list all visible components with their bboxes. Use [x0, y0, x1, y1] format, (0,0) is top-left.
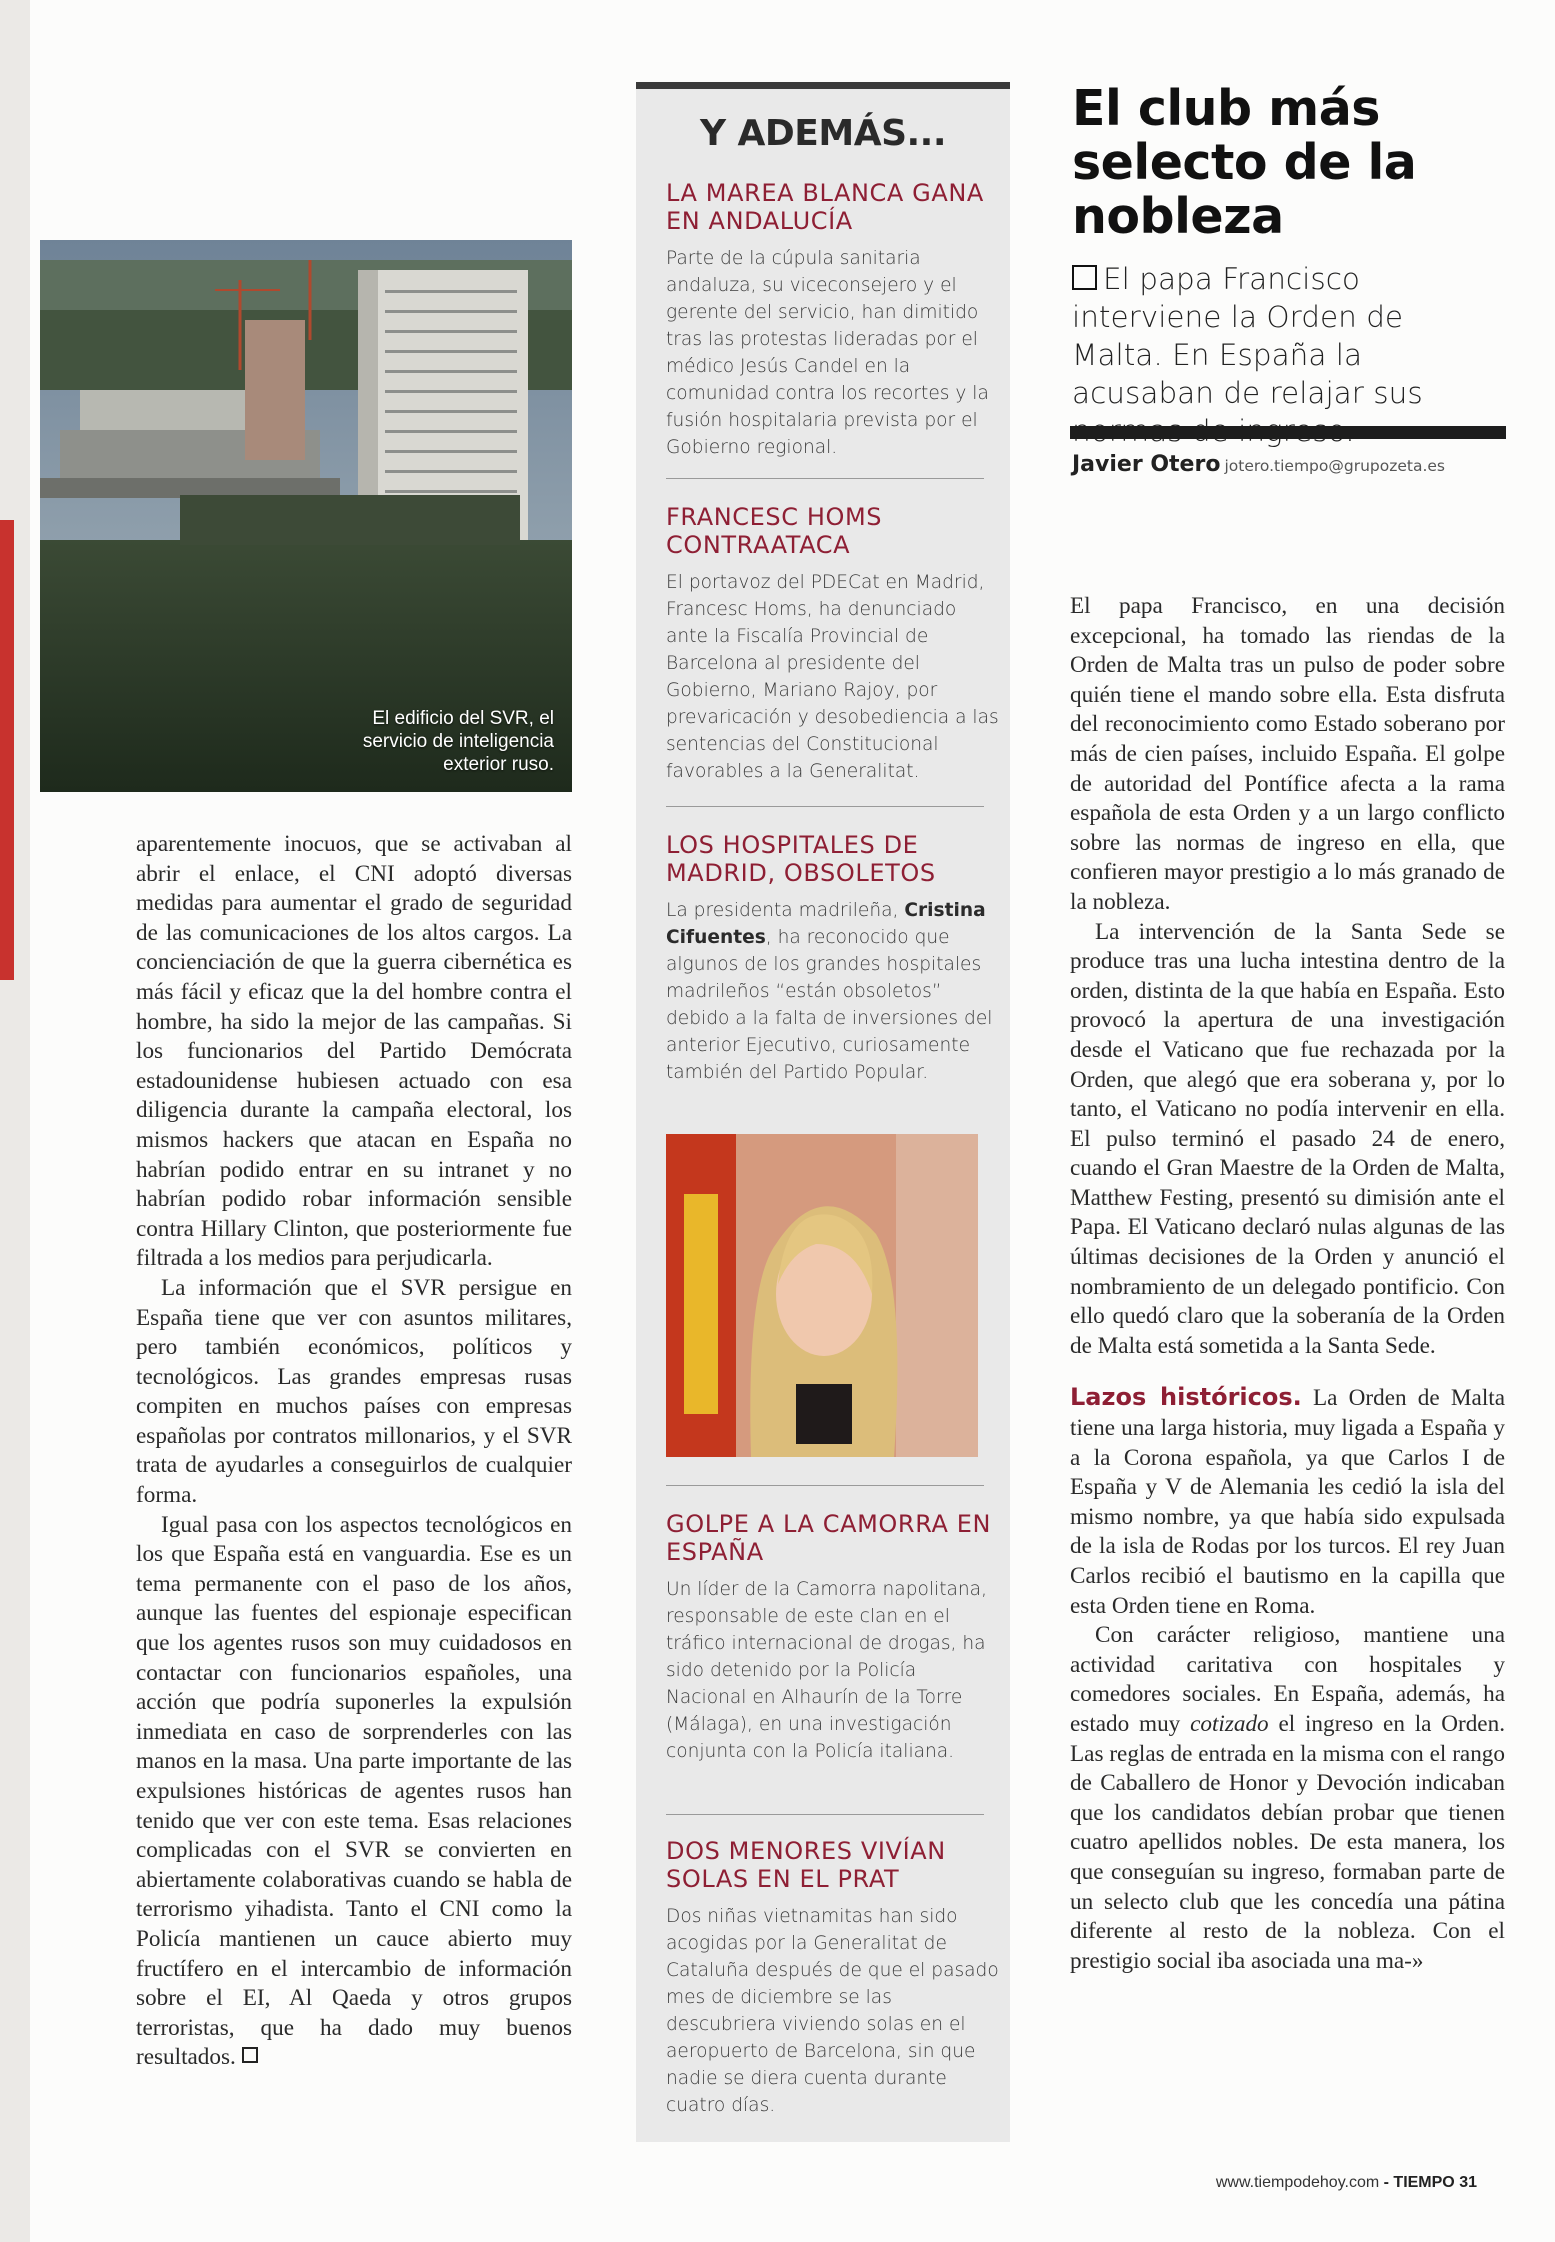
- author-name: Javier Otero: [1072, 452, 1221, 477]
- article-headline: El club más selecto de la nobleza: [1072, 80, 1417, 245]
- sidebar-divider: [666, 478, 984, 479]
- right-paragraph-3-text: La Orden de Malta tiene una larga historia, muy ligada a España y a la Corona española, ya que Carlos I de España y V de Alemania les cedió la isla del mismo nombre, ya que había sido expulsada de la isla de Rodas por los turcos. El rey Juan Carlos recibió el bautismo en la capilla que esta Orden tiene en Roma.: [1070, 1385, 1505, 1619]
- author-email: jotero.tiempo@grupozeta.es: [1224, 457, 1446, 475]
- sidebar-item-hospitales: [666, 831, 1000, 1086]
- right-paragraph-4-text: Con carácter religioso, mantiene una actividad caritativa con hospitales y comedores sociales. En España, además, ha estado muy: [1070, 1622, 1505, 1737]
- sidebar-item-headline: FRANCESC HOMS CONTRAATACA: [666, 503, 883, 559]
- svr-building-photo: [40, 240, 572, 792]
- y-ademas-sidebar: [636, 82, 1010, 2142]
- photo-caption: [363, 707, 554, 776]
- sidebar-item-text: El portavoz del PDECat en Madrid, Francesc Homs, ha denunciado ante la Fiscalía Provincial de Barcelona al presidente del Gobierno, Mariano Rajoy, por prevaricación y desobediencia a las sentencias del Constitucional favorables a la Generalitat.: [666, 572, 999, 782]
- sidebar-item-text: Parte de la cúpula sanitaria andaluza, su viceconsejero y el gerente del servicio, han dimitido tras las protestas lideradas por el médico Jesús Candel en la comunidad contra los recortes y la fusión hospitalaria prevista por el Gobierno regional.: [666, 248, 989, 458]
- deck-bullet-box: [1072, 265, 1097, 290]
- left-paragraph-3: [136, 1511, 572, 2073]
- left-article-column: [136, 830, 572, 2073]
- sidebar-item-text: Dos niñas vietnamitas han sido acogidas por la Generalitat de Cataluña después de que el pasado mes de diciembre se las descubriera viviendo solas en el aeropuerto de Barcelona, sin que nadie se diera cuenta durante cuatro días.: [666, 1906, 999, 2116]
- right-paragraph-2: La intervención de la Santa Sede se produce tras una lucha intestina dentro de la orden, distinta de la que había en España. Esto provocó la apertura de una investigación desde el Vaticano que fue rechazada por la Orden, que alegó que era soberana y, por lo tanto, el Vaticano no podía intervenir en ella. El pulso terminó el pasado 24 de enero, cuando el Gran Maestre de la Orden de Malta, Matthew Festing, presentó su dimisión ante el Papa. El Vaticano declaró nulas algunas de las últimas decisiones de la Orden y anunció el nombramiento de un delegado pontificio. Con ello quedó claro que la soberanía de la Orden de Malta está sometida a la Santa Sede.: [1070, 918, 1505, 1359]
- sidebar-divider: [666, 806, 984, 807]
- end-of-article-mark: [242, 2047, 258, 2063]
- right-paragraph-4-text: el ingreso en la Orden. Las reglas de entrada en la misma con el rango de Caballero de Honor y Devoción indicaban que los candidatos debían probar que tienen cuatro apellidos nobles. De esta manera, los que conseguían su ingreso, formaban parte de un selecto club que les concedía una pátina diferente al resto de la nobleza. Con el prestigio social iba asociada una ma-»: [1070, 1710, 1505, 1974]
- sidebar-item-headline: DOS MENORES VIVÍAN SOLAS EN EL PRAT: [666, 1837, 946, 1893]
- photo-caption-line: exterior ruso.: [443, 754, 554, 775]
- cifuentes-portrait-image: [666, 1134, 978, 1457]
- right-paragraph-1: El papa Francisco, en una decisión excepcional, ha tomado las riendas de la Orden de Malta tras un pulso de poder sobre quién tiene el mando sobre ella. Esta disfruta del reconocimiento como Estado soberano por más de cien países, incluido España. El golpe de autoridad del Pontífice afecta a la rama española de esta Orden y a un largo conflicto sobre las normas de ingreso en ella, que confieren mayor prestigio a lo más granado de la nobleza.: [1070, 593, 1505, 915]
- left-paragraph-1: aparentemente inocuos, que se activaban al abrir el enlace, el CNI adoptó diversas medidas para aumentar el grado de seguridad de las comunicaciones de los altos cargos. La concienciación de que la guerra cibernética es más fácil y eficaz que la del hombre contra el hombre, ha sido la mejor de las campañas. Si los funcionarios del Partido Demócrata estadounidense hubiesen actuado con esa diligencia durante la campaña electoral, los mismos hackers que atacan en España no habrían podido entrar en su intranet y no habrían podido robar información sensible contra Hillary Clinton, que posteriormente fue filtrada a los medios para perjudicarla.: [136, 831, 572, 1272]
- right-paragraph-4-italic: cotizado: [1190, 1710, 1269, 1737]
- article-deck: [1072, 260, 1502, 450]
- sidebar-item-text: [666, 897, 1000, 1086]
- sidebar-item-text-part: La presidenta madrileña,: [666, 900, 905, 921]
- footer-page-number: - TIEMPO 31: [1383, 2174, 1477, 2191]
- section-subhead: Lazos históricos.: [1070, 1383, 1302, 1412]
- sidebar-divider: [666, 1814, 984, 1815]
- headline-rule: [1070, 426, 1506, 439]
- right-article-column: [1070, 592, 1505, 1976]
- footer-website: www.tiempodehoy.com: [1215, 2174, 1380, 2191]
- sidebar-item-headline: GOLPE A LA CAMORRA EN ESPAÑA: [666, 1510, 992, 1566]
- sidebar-item-headline: LA MAREA BLANCA GANA EN ANDALUCÍA: [666, 179, 984, 235]
- article-deck-text: El papa Francisco interviene la Orden de Malta. En España la acusaban de relajar sus: [1072, 262, 1423, 410]
- sidebar-item-menores: [666, 1837, 1000, 2119]
- photo-caption-line: servicio de inteligencia: [362, 731, 554, 752]
- page-footer: [1216, 2174, 1477, 2192]
- sidebar-item-text: Un líder de la Camorra napolitana, responsable de este clan en el tráfico internacional de drogas, ha sido detenido por la Policía Nacional en Alhaurín de la Torre (Málaga), en una investigación conjunta con la Policía italiana.: [666, 1579, 987, 1762]
- sidebar-item-text-part: , ha reconocido que algunos de los grandes hospitales madrileños “están obsoletos” debido a la falta de inversiones del anterior Ejecutivo, curiosamente también del Partido Popular.: [666, 927, 993, 1083]
- sidebar-title: Y ADEMÁS...: [699, 113, 947, 154]
- sidebar-item-marea-blanca: [666, 179, 1000, 461]
- cifuentes-photo: [666, 1134, 978, 1457]
- sidebar-item-headline: LOS HOSPITALES DE MADRID, OBSOLETOS: [666, 831, 936, 887]
- byline: [1072, 452, 1502, 477]
- sidebar-item-text-bold: Cristina Cifuentes: [666, 900, 986, 948]
- photo-caption-line: El edificio del SVR, el: [372, 708, 554, 729]
- page-edge: [0, 0, 30, 2242]
- sidebar-divider: [666, 1485, 984, 1486]
- adjacent-page-edge: [0, 520, 14, 980]
- sidebar-item-camorra: [666, 1510, 1000, 1765]
- right-paragraph-4: [1070, 1621, 1505, 1976]
- sidebar-item-homs: [666, 503, 1000, 785]
- left-paragraph-2: La información que el SVR persigue en España tiene que ver con asuntos militares, pero también económicos, políticos y tecnológicos. Las grandes empresas rusas compiten en muchos países con empresas españolas por contratos millonarios, y el SVR trata de ayudarles a conseguirlos de cualquier forma.: [136, 1274, 572, 1509]
- right-paragraph-3: [1070, 1383, 1505, 1621]
- left-paragraph-3-text: Igual pasa con los aspectos tecnológicos en los que España está en vanguardia. Ese es un tema permanente con el paso de los años, aunque las fuentes del espionaje especifican que los agentes rusos son muy cuidadosos en contactar con funcionarios españoles, una acción que podría suponerles la expulsión inmediata en caso de sorprenderles con las manos en la masa. Una parte importante de las expulsiones históricas de agentes rusos han tenido que ver con este tema. Esas relaciones complicadas con el SVR se convierten en abiertamente colaborativas cuando se habla de terrorismo yihadista. Tanto el CNI como la Policía mantienen un cauce abierto muy fructífero en el intercambio de información sobre el EI, Al Qaeda y otros grupos terroristas, que ha dado muy buenos resultados.: [136, 1511, 572, 2071]
